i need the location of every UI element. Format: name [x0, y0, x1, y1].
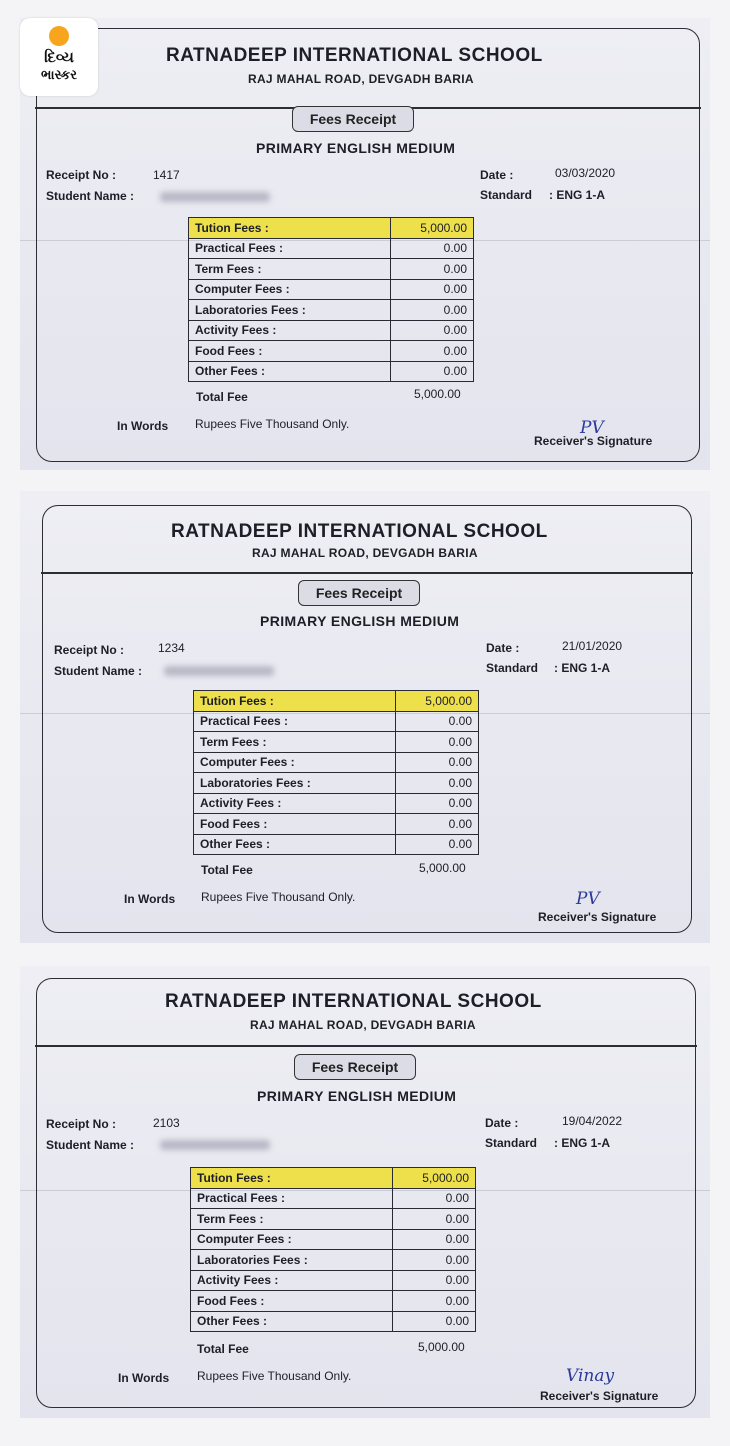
signature-scrawl: PV — [576, 889, 600, 909]
fee-amount: 5,000.00 — [396, 691, 479, 712]
fee-amount: 0.00 — [391, 361, 474, 382]
medium-heading: PRIMARY ENGLISH MEDIUM — [260, 613, 460, 629]
fee-row — [189, 341, 474, 362]
logo-line-1: દિવ્ય — [44, 48, 74, 66]
school-address: RAJ MAHAL ROAD, DEVGADH BARIA — [248, 72, 474, 86]
fee-label: Computer Fees : — [194, 752, 396, 773]
medium-heading: PRIMARY ENGLISH MEDIUM — [256, 140, 456, 156]
fee-label: Food Fees : — [189, 341, 391, 362]
fee-label: Term Fees : — [194, 732, 396, 753]
school-name: RATNADEEP INTERNATIONAL SCHOOL — [165, 991, 542, 1012]
fee-row — [194, 691, 479, 712]
fee-amount: 0.00 — [396, 814, 479, 835]
receipt-no-value: 1234 — [158, 641, 185, 655]
receipt-no-value: 1417 — [153, 168, 180, 182]
date-value: 19/04/2022 — [562, 1114, 623, 1128]
fee-row — [191, 1229, 476, 1250]
fee-label: Practical Fees : — [191, 1188, 393, 1209]
fee-label: Food Fees : — [191, 1291, 393, 1312]
total-fee-value: 5,000.00 — [414, 387, 461, 401]
blurred-student-name — [160, 192, 270, 202]
standard-value: : ENG 1-A — [554, 1136, 611, 1150]
fee-row — [189, 361, 474, 382]
school-address: RAJ MAHAL ROAD, DEVGADH BARIA — [252, 546, 478, 560]
date-label: Date : — [486, 641, 520, 655]
standard-label: Standard — [480, 188, 533, 202]
fee-amount: 0.00 — [396, 793, 479, 814]
fee-row — [191, 1291, 476, 1312]
student-name-label: Student Name : — [46, 189, 135, 203]
total-fee-value: 5,000.00 — [418, 1340, 465, 1354]
fee-amount: 0.00 — [393, 1291, 476, 1312]
fee-row — [191, 1250, 476, 1271]
fee-row — [191, 1168, 476, 1189]
fees-table — [190, 1167, 476, 1332]
fee-label: Tution Fees : — [191, 1168, 393, 1189]
blurred-student-name — [164, 666, 274, 676]
fee-label: Term Fees : — [191, 1209, 393, 1230]
receipt-photo-1 — [20, 18, 710, 470]
signature-scrawl: PV — [580, 418, 604, 438]
fees-table — [193, 690, 479, 855]
fee-row — [191, 1188, 476, 1209]
fee-row — [189, 320, 474, 341]
fee-amount: 5,000.00 — [393, 1168, 476, 1189]
fee-row — [194, 711, 479, 732]
sun-icon — [49, 26, 69, 46]
receiver-signature-label: Receiver's Signature — [534, 434, 653, 448]
receipt-no-value: 2103 — [153, 1116, 180, 1130]
fee-amount: 0.00 — [393, 1270, 476, 1291]
fee-label: Practical Fees : — [189, 238, 391, 259]
standard-value: : ENG 1-A — [554, 661, 611, 675]
fee-row — [194, 752, 479, 773]
receipt-photo-3 — [20, 966, 710, 1418]
fee-amount: 0.00 — [396, 773, 479, 794]
fee-label: Computer Fees : — [191, 1229, 393, 1250]
fee-amount: 0.00 — [391, 279, 474, 300]
school-name: RATNADEEP INTERNATIONAL SCHOOL — [166, 45, 543, 66]
fee-label: Laboratories Fees : — [194, 773, 396, 794]
fee-label: Laboratories Fees : — [189, 300, 391, 321]
fee-label: Activity Fees : — [194, 793, 396, 814]
fee-label: Food Fees : — [194, 814, 396, 835]
fee-amount: 0.00 — [391, 341, 474, 362]
fee-row — [194, 834, 479, 855]
fee-amount: 0.00 — [396, 834, 479, 855]
fee-row — [194, 773, 479, 794]
school-address: RAJ MAHAL ROAD, DEVGADH BARIA — [250, 1018, 476, 1032]
fee-row — [189, 259, 474, 280]
fee-amount: 5,000.00 — [391, 218, 474, 239]
fee-amount: 0.00 — [393, 1188, 476, 1209]
receiver-signature-label: Receiver's Signature — [540, 1389, 659, 1403]
fee-label: Other Fees : — [191, 1311, 393, 1332]
fee-row — [189, 300, 474, 321]
total-fee-label: Total Fee — [201, 863, 253, 877]
fee-amount: 0.00 — [391, 238, 474, 259]
date-value: 21/01/2020 — [562, 639, 623, 653]
date-label: Date : — [485, 1116, 519, 1130]
signature-scrawl: Vinay — [566, 1366, 615, 1386]
student-name-label: Student Name : — [54, 664, 143, 678]
fee-label: Term Fees : — [189, 259, 391, 280]
fee-label: Practical Fees : — [194, 711, 396, 732]
in-words-value: Rupees Five Thousand Only. — [197, 1369, 352, 1383]
fee-amount: 0.00 — [396, 752, 479, 773]
fee-row — [189, 238, 474, 259]
fees-table — [188, 217, 474, 382]
total-fee-label: Total Fee — [197, 1342, 249, 1356]
school-name: RATNADEEP INTERNATIONAL SCHOOL — [171, 521, 548, 542]
fee-amount: 0.00 — [391, 259, 474, 280]
fee-label: Other Fees : — [189, 361, 391, 382]
fee-row — [194, 793, 479, 814]
blurred-student-name — [160, 1140, 270, 1150]
fee-label: Activity Fees : — [191, 1270, 393, 1291]
date-label: Date : — [480, 168, 514, 182]
total-fee-label: Total Fee — [196, 390, 248, 404]
fee-label: Laboratories Fees : — [191, 1250, 393, 1271]
fee-amount: 0.00 — [393, 1209, 476, 1230]
fee-row — [189, 279, 474, 300]
fee-label: Other Fees : — [194, 834, 396, 855]
receipt-no-label: Receipt No : — [54, 643, 125, 657]
in-words-value: Rupees Five Thousand Only. — [201, 890, 356, 904]
logo-line-2: ભાસ્કર — [41, 68, 77, 83]
fees-receipt-title: Fees Receipt — [294, 1054, 416, 1080]
fee-label: Tution Fees : — [189, 218, 391, 239]
in-words-label: In Words — [118, 1371, 170, 1385]
fee-row — [191, 1270, 476, 1291]
fees-receipt-title: Fees Receipt — [298, 580, 420, 606]
fee-amount: 0.00 — [393, 1229, 476, 1250]
fee-amount: 0.00 — [396, 732, 479, 753]
fee-amount: 0.00 — [391, 320, 474, 341]
standard-label: Standard — [486, 661, 539, 675]
receipt-photo-2 — [20, 491, 710, 943]
receipt-no-label: Receipt No : — [46, 1117, 117, 1131]
in-words-value: Rupees Five Thousand Only. — [195, 417, 350, 431]
medium-heading: PRIMARY ENGLISH MEDIUM — [257, 1088, 457, 1104]
in-words-label: In Words — [117, 419, 169, 433]
fee-label: Activity Fees : — [189, 320, 391, 341]
date-value: 03/03/2020 — [555, 166, 616, 180]
fee-label: Computer Fees : — [189, 279, 391, 300]
fee-amount: 0.00 — [393, 1250, 476, 1271]
receiver-signature-label: Receiver's Signature — [538, 910, 657, 924]
receipt-no-label: Receipt No : — [46, 168, 117, 182]
in-words-label: In Words — [124, 892, 176, 906]
total-fee-value: 5,000.00 — [419, 861, 466, 875]
divya-bhaskar-logo — [20, 18, 98, 96]
fee-amount: 0.00 — [393, 1311, 476, 1332]
fee-amount: 0.00 — [391, 300, 474, 321]
fee-row — [194, 814, 479, 835]
fee-row — [194, 732, 479, 753]
fee-label: Tution Fees : — [194, 691, 396, 712]
fees-receipt-title: Fees Receipt — [292, 106, 414, 132]
fee-amount: 0.00 — [396, 711, 479, 732]
standard-value: : ENG 1-A — [549, 188, 606, 202]
fee-row — [191, 1311, 476, 1332]
fee-row — [191, 1209, 476, 1230]
fee-row — [189, 218, 474, 239]
standard-label: Standard — [485, 1136, 538, 1150]
student-name-label: Student Name : — [46, 1138, 135, 1152]
